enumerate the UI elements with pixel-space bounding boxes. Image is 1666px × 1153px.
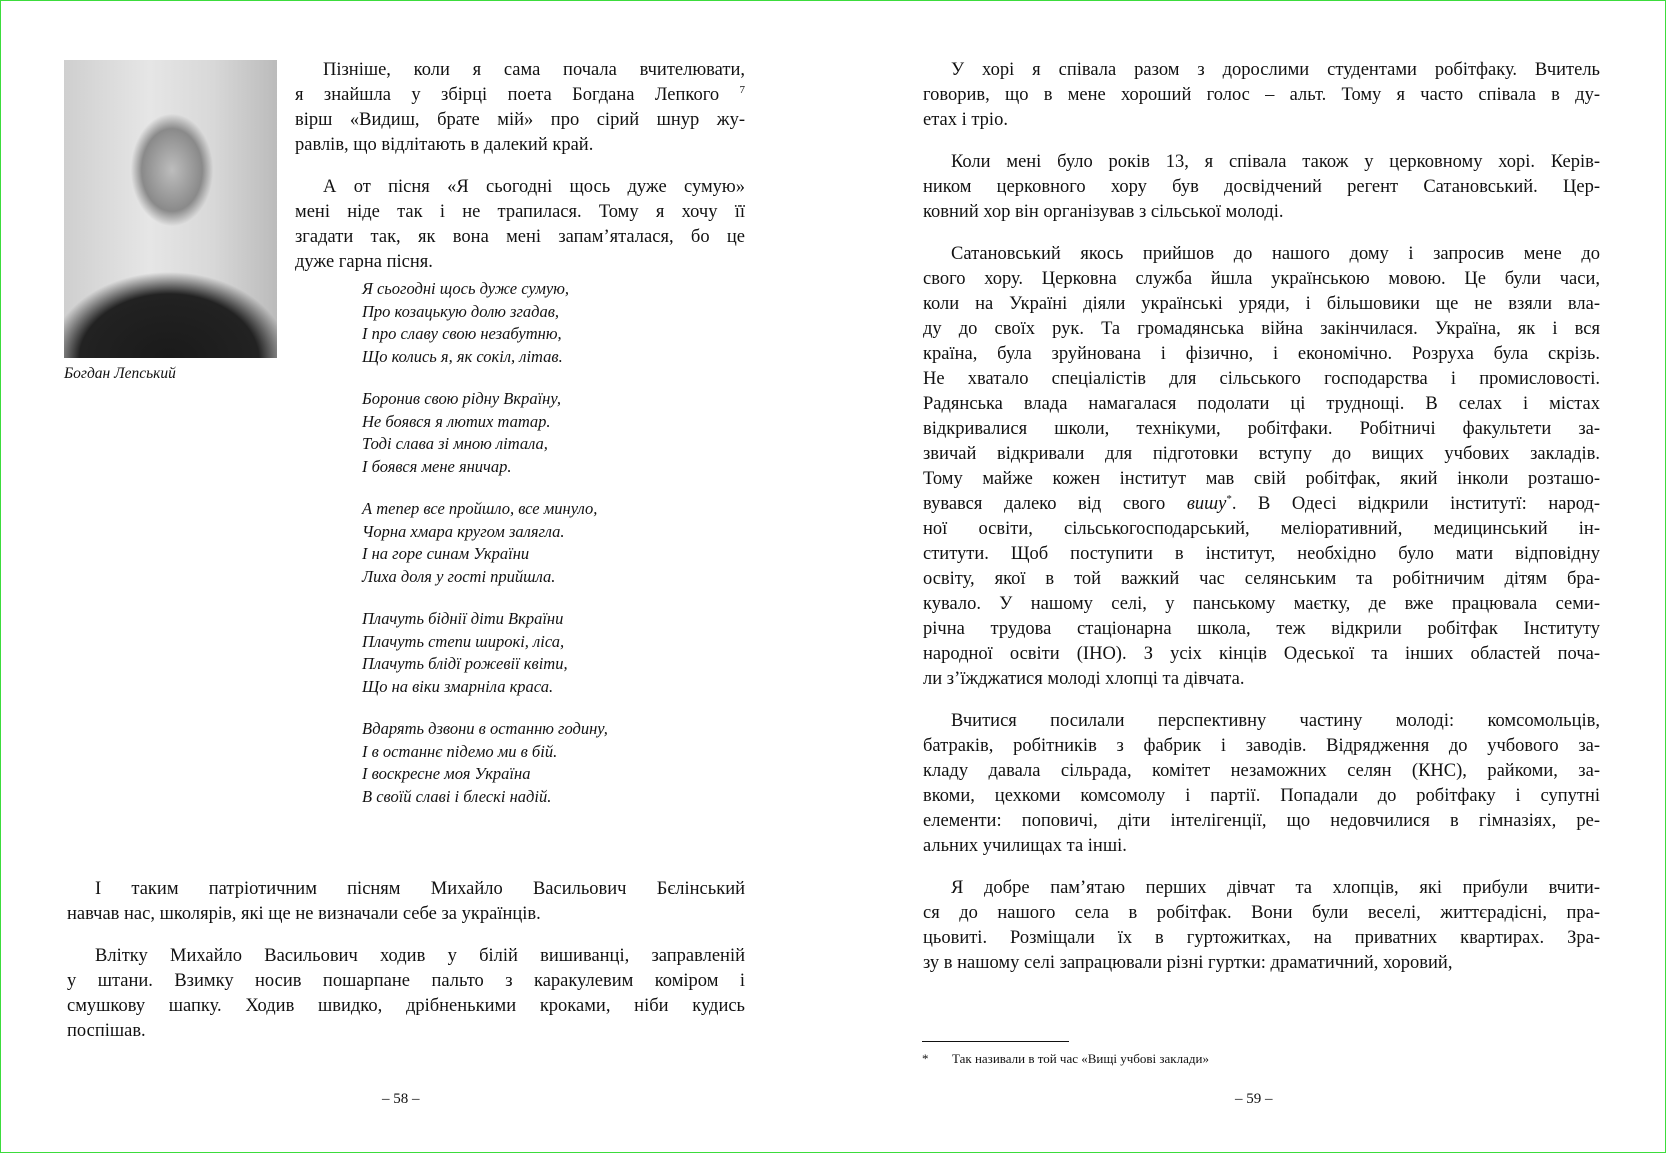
text-line: вкоми, цехкоми комсомолу і партії. Попадали до робітфаку і супутні xyxy=(923,786,1600,806)
text-line: Не хватало спеціалістів для сільського господарства і промисловості. xyxy=(923,369,1600,389)
text-line: навчав нас, школярів, які ще не визначали себе за українців. xyxy=(67,904,541,924)
poem xyxy=(362,278,608,828)
text-segment: . В Одесі відкрили інститутї: народ- xyxy=(1231,494,1601,514)
paragraph xyxy=(295,58,745,158)
text-line: кувало. У нашому селі, у панському маєтку, де вже працювала семи- xyxy=(923,594,1600,614)
page-number-right: – 59 – xyxy=(1235,1091,1273,1107)
text-line: свого хору. Церковна служба йшла українською мовою. Це були часи, xyxy=(923,269,1600,289)
poem-stanza xyxy=(362,718,608,808)
text-line: Пізніше, коли я сама почала вчителювати, xyxy=(323,60,745,80)
text-line: батраків, робітників з фабрик і заводів. Відрядження до учбового за- xyxy=(923,736,1600,756)
left-outro-text xyxy=(67,877,745,1061)
text-segment: вишу xyxy=(1186,494,1227,514)
poem-line: І про славу свою незабутню, xyxy=(362,324,562,343)
right-page-text xyxy=(923,58,1600,993)
text-line: Влітку Михайло Васильович ходив у білій вишиванці, заправленій xyxy=(95,946,745,966)
text-line: ником церковного хору був досвідчений регент Сатановський. Цер- xyxy=(923,177,1600,197)
footnote-reference: * xyxy=(1226,493,1232,505)
poem-line: Плачуть біднії діти Вкраїни xyxy=(362,609,564,628)
poem-line: Плачуть блідї рожевії квіти, xyxy=(362,654,568,673)
left-intro-text xyxy=(295,58,745,292)
footnote-rule xyxy=(922,1041,1069,1042)
text-line: етах і тріо. xyxy=(923,110,1008,130)
poem-line: Боронив свою рідну Вкраїну, xyxy=(362,389,561,408)
text-line: У хорі я співала разом з дорослими студентами робітфаку. Вчитель xyxy=(951,60,1600,80)
paragraph xyxy=(923,242,1600,692)
text-line: елементи: поповичі, діти інтелігенції, що недовчилися в гімназіях, ре- xyxy=(923,811,1600,831)
text-line: народної освіти (ІНО). З усіх кінців Одеської та інших областей поча- xyxy=(923,644,1600,664)
text-line: альних училищах та інші. xyxy=(923,836,1127,856)
text-line: равлів, що відлітають в далекий край. xyxy=(295,135,594,155)
text-line: ної освіти, сільськогосподарський, меліоративний, медицинський ін- xyxy=(923,519,1600,539)
poem-line: І боявся мене яничар. xyxy=(362,456,512,476)
text-line: ду до своїх рук. Та громадянська війна закінчилася. Україна, як і вся xyxy=(923,319,1600,339)
portrait-photo xyxy=(64,60,277,358)
text-line: згадати так, як вона мені запам’яталася, бо це xyxy=(295,227,745,247)
paragraph xyxy=(923,150,1600,225)
text-line: річна трудова стаціонарна школа, теж відкрили робітфак Інституту xyxy=(923,619,1600,639)
text-line: Коли мені було років 13, я співала також у церковному хорі. Керів- xyxy=(951,152,1600,172)
text-line: дуже гарна пісня. xyxy=(295,252,433,272)
poem-line: Я сьогодні щось дуже сумую, xyxy=(362,279,569,298)
text-line: звичай відкривали для підготовки вступу до вищих учбових закладів. xyxy=(923,444,1600,464)
paragraph xyxy=(923,709,1600,859)
poem-stanza xyxy=(362,608,608,698)
text-line: кладу давала сільрада, комітет незаможних селян (КНС), райкоми, за- xyxy=(923,761,1600,781)
footnote-text: Так називали в той час «Вищі учбові заклади» xyxy=(952,1051,1209,1066)
footnote-reference: 7 xyxy=(739,84,745,96)
paragraph xyxy=(67,944,745,1044)
photo-caption: Богдан Лепський xyxy=(64,365,176,382)
poem-line: Плачуть степи широкі, ліса, xyxy=(362,631,565,651)
poem-line: Лиха доля у гості прийшла. xyxy=(362,566,556,586)
poem-line: Тоді слава зі мною літала, xyxy=(362,434,548,453)
poem-line: Не боявся я лютих татар. xyxy=(362,411,551,431)
text-line: освіту, якої в той важкий час селянським та робітничим дітям бра- xyxy=(923,569,1600,589)
text-line: країна, була зруйнована і фізично, і економічно. Розруха була скрізь. xyxy=(923,344,1600,364)
text-line: Тому майже кожен інститут мав свій робітфак, який інколи розташо- xyxy=(923,469,1600,489)
poem-line: І воскресне моя Україна xyxy=(362,764,531,783)
poem-line: Що на віки змарніла краса. xyxy=(362,676,554,696)
text-line: А от пісня «Я сьогодні щось дуже сумую» xyxy=(323,177,745,197)
text-line: Сатановський якось прийшов до нашого дому і запросив мене до xyxy=(951,244,1600,264)
poem-line: В своїй славі і блескі надій. xyxy=(362,786,552,806)
text-segment: я знайшла у збірці поета Богдана Лепкого xyxy=(295,85,740,105)
text-line: у штани. Взимку носив пошарпане пальто з каракулевим коміром і xyxy=(67,971,745,991)
poem-line: Що колись я, як сокіл, літав. xyxy=(362,346,563,366)
text-line: Радянська влада намагалася подолати ці труднощі. В селах і містах xyxy=(923,394,1600,414)
text-line: коли на Україні діяли українські уряди, і більшовики ще не взяли вла- xyxy=(923,294,1600,314)
text-line: поспішав. xyxy=(67,1021,146,1041)
poem-line: Вдарять дзвони в останню годину, xyxy=(362,719,608,738)
text-line: ститути. Щоб поступити в інститут, необхідно було мати відповідну xyxy=(923,544,1600,564)
paragraph xyxy=(295,175,745,275)
text-line: зу в нашому селі запрацювали різні гуртки: драматичний, хоровий, xyxy=(923,953,1453,973)
poem-line: І на горе синам України xyxy=(362,544,530,563)
footnote xyxy=(922,1051,1209,1067)
text-segment: вувався далеко від свого xyxy=(923,494,1187,514)
paragraph xyxy=(923,876,1600,976)
text-line: мені ніде так і не трапилася. Тому я хочу її xyxy=(295,202,745,222)
poem-stanza xyxy=(362,388,608,478)
text-line: Я добре пам’ятаю перших дівчат та хлопців, які прибули вчити- xyxy=(951,878,1600,898)
poem-line: І в останнє підемо ми в бій. xyxy=(362,741,558,761)
poem-stanza xyxy=(362,278,608,368)
text-line xyxy=(295,83,745,108)
text-line: І таким патріотичним пісням Михайло Васильович Бєлінський xyxy=(95,879,745,899)
text-line: ся до нашого села в робітфак. Вони були веселі, життєрадісні, пра- xyxy=(923,903,1600,923)
poem-line: А тепер все пройшло, все минуло, xyxy=(362,499,598,518)
text-line: цьовиті. Розміщали їх в гуртожитках, на приватних квартирах. Зра- xyxy=(923,928,1600,948)
text-line: смушкову шапку. Ходив швидко, дрібненькими кроками, ніби кудись xyxy=(67,996,745,1016)
text-line: вірш «Видиш, брате мій» про сірий шнур жу- xyxy=(295,110,745,130)
text-line: ли з’їжджатися молоді хлопці та дівчата. xyxy=(923,669,1245,689)
paragraph xyxy=(67,877,745,927)
poem-line: Про козацькую долю згадав, xyxy=(362,301,560,321)
text-line xyxy=(923,492,1600,517)
text-line: говорив, що в мене хороший голос – альт. Тому я часто співала в ду- xyxy=(923,85,1600,105)
text-line: відкривалися школи, технікуми, робітфаки. Робітничі факультети за- xyxy=(923,419,1600,439)
paragraph xyxy=(923,58,1600,133)
poem-line: Чорна хмара кругом залягла. xyxy=(362,521,565,541)
text-line: Вчитися посилали перспективну частину молоді: комсомольців, xyxy=(951,711,1600,731)
footnote-mark: * xyxy=(922,1051,929,1066)
text-line: ковний хор він організував з сільської молоді. xyxy=(923,202,1284,222)
page-number-left: – 58 – xyxy=(382,1091,420,1107)
poem-stanza xyxy=(362,498,608,588)
